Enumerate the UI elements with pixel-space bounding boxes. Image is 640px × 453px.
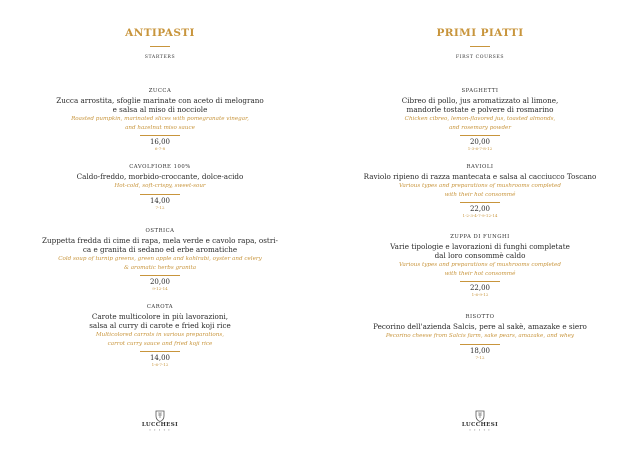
- dish-description-en: Hot-cold, soft-crispy, sweet-sour: [114, 183, 206, 189]
- dish-allergens: 7-12: [155, 204, 165, 210]
- dish-name: CAROTA: [146, 304, 174, 310]
- menu-item: [0, 88, 320, 151]
- dish-price: 18,00: [469, 346, 491, 355]
- dish-allergens: 1-6-7-12: [151, 362, 169, 367]
- crest-icon: [155, 410, 165, 422]
- restaurant-logo: [320, 410, 640, 432]
- dish-description-it: Caldo-freddo, morbido-croccante, dolce-acido: [76, 172, 244, 181]
- dish-description-it: Raviolo ripieno di razza mantecata e salsa al cacciucco Toscano: [363, 172, 597, 181]
- dish-allergens: 7-12: [475, 354, 485, 360]
- dish-price: 16,00: [149, 138, 171, 146]
- dish-description-en: Chicken cibreo, lemon-flavored jus, toasted almonds, and rosemary powder: [404, 116, 556, 131]
- dish-price: 22,00: [469, 205, 491, 213]
- price-divider: [140, 275, 180, 276]
- dish-name: ZUCCA: [148, 88, 172, 94]
- price-divider: [460, 344, 500, 345]
- section-title: PRIMI PIATTI: [436, 27, 524, 39]
- menu-item: [0, 164, 320, 210]
- dish-description-it: Cibreo di pollo, jus aromatizzato al limone, mandorle tostate e polvere di rosmarino: [401, 96, 559, 114]
- logo-dots: • • • • •: [469, 428, 491, 432]
- price-divider: [460, 281, 500, 282]
- dish-allergens: 6-7-8: [154, 146, 166, 151]
- dish-allergens: 1-2-3-4-7-9-12-14: [462, 213, 498, 218]
- dish-name: RISOTTO: [465, 314, 495, 320]
- dish-description-en: Various types and preparations of mushrooms completed with their hot consommé: [399, 183, 561, 198]
- title-divider: [150, 46, 170, 47]
- menu-item: [0, 228, 320, 291]
- restaurant-logo: [0, 410, 320, 432]
- dish-allergens: 1-3-6-7-8-12: [467, 146, 493, 151]
- dish-name: RAVIOLI: [466, 164, 494, 170]
- dish-name: OSTRICA: [145, 228, 175, 234]
- dish-price: 22,00: [469, 284, 491, 292]
- menu-item: [0, 304, 320, 367]
- dish-description-en: Cold soup of turnip greens, green apple and kohlrabi, oyster and celery & aromatic herbs granita: [58, 256, 262, 271]
- section-title: ANTIPASTI: [125, 27, 195, 39]
- dish-name: SPAGHETTI: [461, 88, 499, 94]
- dish-price: 14,00: [149, 354, 171, 362]
- dish-description-it: Zucca arrostita, sfoglie marinate con aceto di melograno e salsa al miso di nocciole: [56, 96, 264, 114]
- price-divider: [460, 202, 500, 203]
- dish-description-it: Zuppetta fredda di cime di rapa, mela verde e cavolo rapa, ostri- ca e granita di sedano ed erbe aromatiche: [42, 236, 278, 254]
- menu-item: [320, 314, 640, 360]
- dish-description-it: Carote multicolore in più lavorazioni, salsa al curry di carote e fried koji rice: [89, 312, 231, 330]
- menu-item: [320, 234, 640, 297]
- logo-name: LUCCHESI: [461, 422, 499, 428]
- dish-description-it: Varie tipologie e lavorazioni di funghi completate dal loro consommè caldo: [390, 242, 570, 260]
- dish-description-en: Multicolored carrots in various preparations, carrot curry sauce and fried koji rice: [95, 332, 225, 347]
- menu-item: [320, 164, 640, 218]
- dish-description-en: Pecorino cheese from Salcis farm, sake pears, amazake, and whey: [385, 333, 575, 339]
- dish-description-en: Various types and preparations of mushrooms completed with their hot consommé: [399, 262, 561, 277]
- dish-allergens: 1-6-9-12: [471, 292, 489, 297]
- price-divider: [460, 135, 500, 136]
- price-divider: [140, 135, 180, 136]
- section-subtitle: STARTERS: [144, 55, 176, 60]
- price-divider: [140, 194, 180, 195]
- title-divider: [470, 46, 490, 47]
- dish-name: CAVOLFIORE 100%: [129, 164, 191, 170]
- dish-description-it: Pecorino dell'azienda Salcis, pere al sakè, amazake e siero: [373, 322, 587, 331]
- price-divider: [140, 351, 180, 352]
- dish-description-en: Roasted pumpkin, marinated slices with pomegranate vinegar, and hazelnut miso sauce: [71, 116, 249, 131]
- dish-price: 20,00: [469, 138, 491, 146]
- crest-icon: [475, 410, 485, 422]
- dish-price: 20,00: [149, 278, 171, 286]
- dish-name: ZUPPA DI FUNGHI: [450, 234, 510, 240]
- right-page: [320, 0, 640, 453]
- logo-dots: • • • • •: [149, 428, 171, 432]
- dish-allergens: 9-12-14: [152, 286, 168, 291]
- section-subtitle: FIRST COURSES: [455, 55, 505, 60]
- dish-price: 14,00: [149, 196, 171, 205]
- menu-item: [320, 88, 640, 151]
- logo-name: LUCCHESI: [141, 422, 179, 428]
